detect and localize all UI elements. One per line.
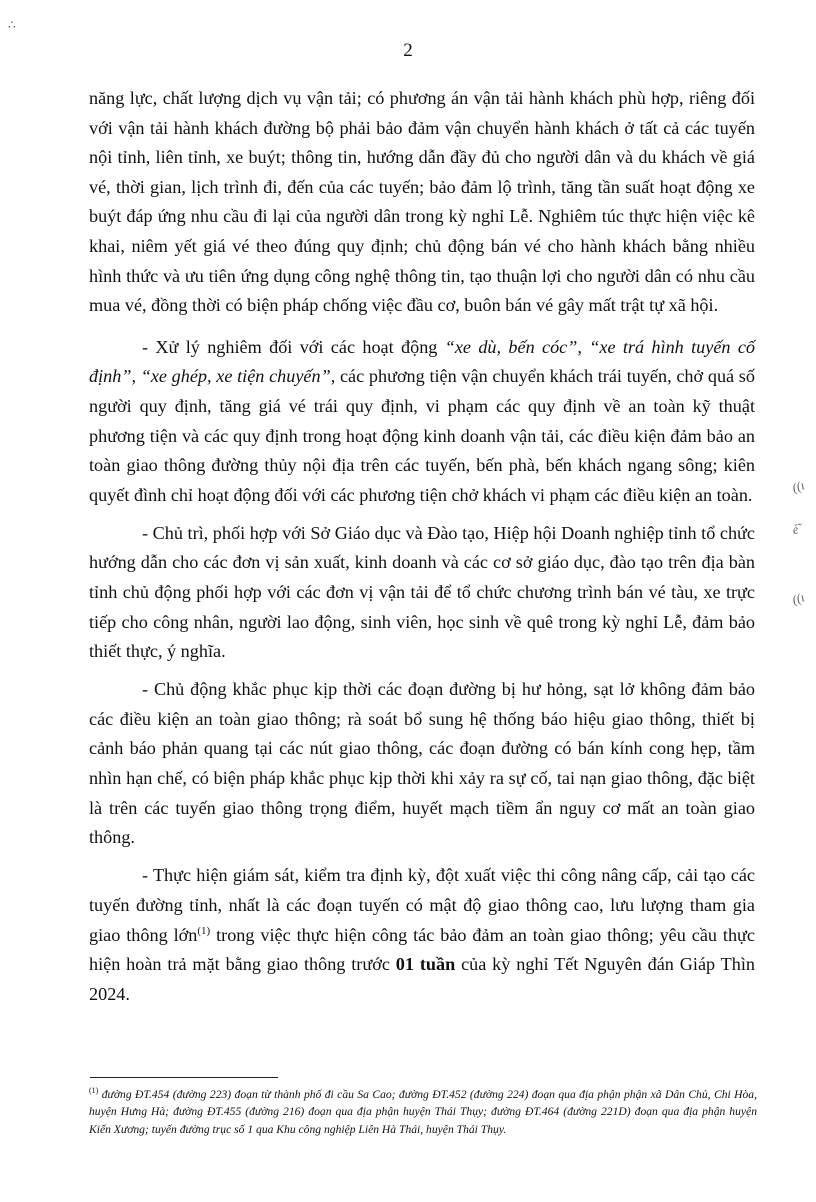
paragraph-1: năng lực, chất lượng dịch vụ vận tải; có phương án vận tải hành khách phù hợp, riêng đối với vận tải hành khách đường bộ phải bảo đảm vận chuyển hành khách ở tất cả các tuyến nội tỉnh, liên tỉnh, xe buýt; thông tin, hướng dẫn đầy đủ cho người dân và du khách về giá vé, thời gian, lịch trình đi, đến của các tuyến; bảo đảm lộ trình, tăng tần suất hoạt động xe buýt đáp ứng nhu cầu đi lại của người dân trong kỳ nghỉ Lễ. Nghiêm túc thực hiện việc kê khai, niêm yết giá vé theo đúng quy định; chủ động bán vé cho hành khách bằng nhiều hình thức và ưu tiên ứng dụng công nghệ thông tin, tạo thuận lợi cho người dân có nhu cầu mua vé, đồng thời có biện pháp chống việc đầu cơ, buôn bán vé gây mất trật tự xã hội. bbox=[89, 88, 755, 316]
paragraph-2-rest: , các phương tiện vận chuyển khách trái tuyến, chở quá số người quy định, tăng giá vé trái quy định, vi phạm các quy định về an toàn kỹ thuật phương tiện và các quy định trong hoạt động kinh doanh vận tải, các điều kiện đảm bảo an toàn giao thông đường thủy nội địa trên các tuyến, bến phà, bến khách ngang sông; kiên quyết đình chỉ hoạt động đối với các phương tiện chở khách vi phạm các điều kiện an toàn. bbox=[89, 366, 755, 505]
paragraph-4: - Chủ động khắc phục kịp thời các đoạn đường bị hư hỏng, sạt lở không đảm bảo các điều kiện an toàn giao thông; rà soát bổ sung hệ thống báo hiệu giao thông, thiết bị cảnh báo phản quang tại các nút giao thông, các đoạn đường có bán kính cong hẹp, tầm nhìn hạn chế, có biện pháp khắc phục kịp thời khi xảy ra sự cố, tai nạn giao thông, đặc biệt là trên các tuyến giao thông trọng điểm, huyết mạch tiềm ẩn nguy cơ mất an toàn giao thông. bbox=[89, 679, 755, 848]
paragraph-3: - Chủ trì, phối hợp với Sở Giáo dục và Đào tạo, Hiệp hội Doanh nghiệp tỉnh tổ chức hướng dẫn cho các đơn vị sản xuất, kinh doanh và các cơ sở giáo dục, đào tạo trên địa bàn tỉnh chủ động phối hợp với các đơn vị vận tải để tổ chức chương trình bán vé tàu, xe trực tiếp cho công nhân, người lao động, sinh viên, học sinh về quê trong kỳ nghỉ Lễ, đảm bảo thiết thực, ý nghĩa. bbox=[89, 522, 755, 662]
footnote-reference[interactable]: (1) bbox=[197, 924, 211, 937]
footnote-marker: (1) bbox=[89, 1086, 99, 1096]
scan-speck-mark: ∴ bbox=[8, 18, 16, 32]
footnote-separator bbox=[90, 1077, 278, 1078]
footnote-text: đường ĐT.454 (đường 223) đoạn từ thành phố đi cầu Sa Cao; đường ĐT.452 (đường 224) đoạn qua địa phận phận xã Dân Chủ, Chi Hòa, huyện Hưng Hà; đường ĐT.455 (đường 216) đoạn qua địa phận huyện Thái Thụy; đường ĐT.464 (đường 221D) đoạn qua địa phận huyện Kiến Xương; tuyến đường trục số 1 qua Khu công nghiệp Liên Hà Thái, huyện Thái Thụy. bbox=[89, 1088, 757, 1136]
paragraph-2-intro: - Xử lý nghiêm đối với các hoạt động bbox=[142, 336, 445, 357]
stamp-fragment-bottom: ((ı bbox=[790, 589, 807, 608]
paragraph-5-intro: - Thực hiện giám sát, kiểm tra định kỳ, đột xuất việc thi công nâng cấp, cải tạo các tuyến đường tỉnh, nhất là các đoạn tuyến có mật độ giao thông cao, lưu lượng tham gia giao thông lớn bbox=[89, 865, 755, 945]
stamp-fragment-middle: é̃ bbox=[790, 521, 801, 538]
paragraph-5-end: của kỳ nghỉ Tết Nguyên đán Giáp Thìn 2024. bbox=[89, 954, 755, 1004]
paragraph-5-middle: trong việc thực hiện công tác bảo đảm an toàn giao thông; yêu cầu thực hiện hoàn trả mặt bằng giao thông trước bbox=[89, 924, 755, 975]
footnote bbox=[89, 1086, 757, 1138]
page-number: 2 bbox=[403, 40, 413, 61]
paragraph-5 bbox=[89, 861, 755, 1009]
document-body bbox=[89, 84, 755, 1018]
deadline-emphasis: 01 tuần bbox=[395, 954, 456, 975]
stamp-fragment-top: ((ı bbox=[790, 477, 807, 496]
quoted-violations: “xe dù, bến cóc”, “xe trá hình tuyến cố định”, “xe ghép, xe tiện chuyến” bbox=[89, 336, 755, 387]
paragraph-2 bbox=[89, 333, 755, 511]
